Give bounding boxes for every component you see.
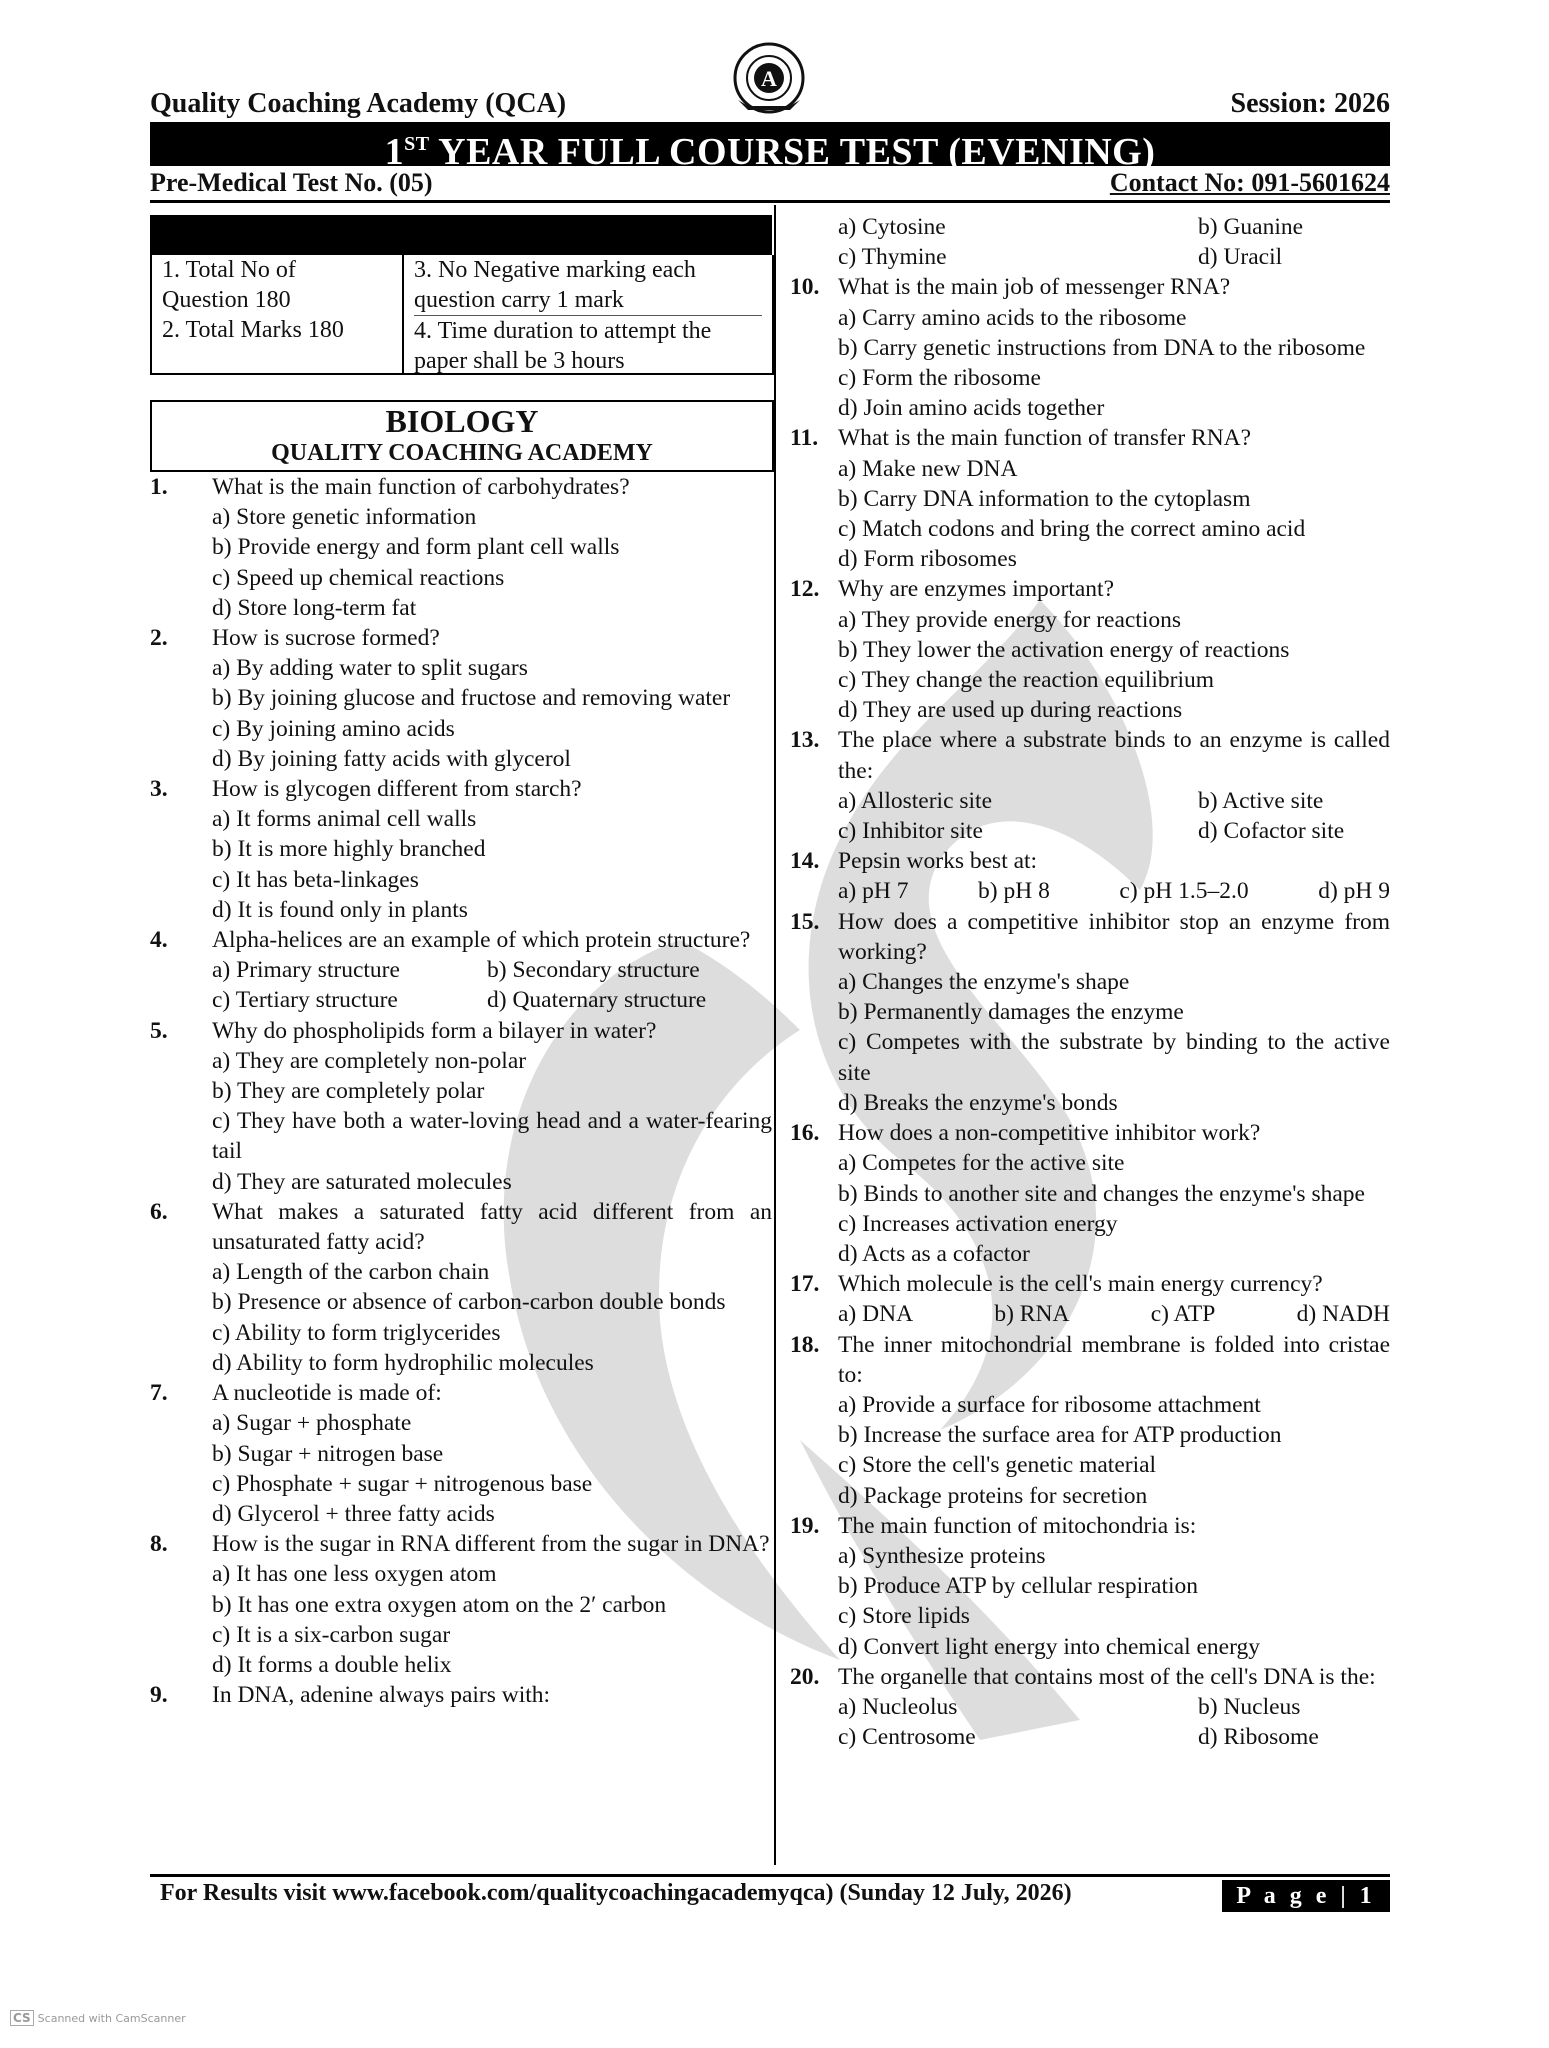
option: c) Competes with the substrate by binding to the active site xyxy=(838,1029,1390,1086)
question-number: 2. xyxy=(150,625,168,652)
page-number: P a g e | 1 xyxy=(1222,1880,1390,1912)
option: d) Ribosome xyxy=(1198,1724,1319,1751)
question-item xyxy=(790,1662,1390,1753)
option: b) Sugar + nitrogen base xyxy=(212,1440,444,1467)
option: d) Breaks the enzyme's bonds xyxy=(838,1089,1118,1116)
question-item xyxy=(150,925,772,1016)
question-number: 7. xyxy=(150,1380,168,1407)
question-number: 8. xyxy=(150,1531,168,1558)
question-text: Alpha-helices are an example of which protein structure? xyxy=(212,927,751,954)
test-number: Pre-Medical Test No. (05) xyxy=(150,168,433,197)
option: a) It forms animal cell walls xyxy=(212,806,477,833)
option: c) ATP xyxy=(1150,1301,1216,1328)
question-number: 4. xyxy=(150,927,168,954)
option: d) They are saturated molecules xyxy=(212,1168,512,1195)
option: c) Phosphate + sugar + nitrogenous base xyxy=(212,1470,593,1497)
question-number: 15. xyxy=(790,908,820,935)
rules-header-bar xyxy=(150,215,772,255)
option-row xyxy=(838,876,1390,906)
question-body xyxy=(212,1016,772,1197)
question-number: 9. xyxy=(150,1682,168,1709)
rule-line: paper shall be 3 hours xyxy=(414,348,625,374)
option: d) Cofactor site xyxy=(1198,818,1345,845)
option: a) Nucleolus xyxy=(838,1693,958,1720)
option: b) Guanine xyxy=(1198,214,1304,240)
question-text: What is the main function of transfer RNA? xyxy=(838,425,1252,452)
question-body xyxy=(838,907,1390,1118)
option: a) By adding water to split sugars xyxy=(212,655,528,682)
option: c) pH 1.5–2.0 xyxy=(1119,878,1249,905)
option: b) Presence or absence of carbon-carbon double bonds xyxy=(212,1289,726,1316)
option: d) NADH xyxy=(1296,1301,1390,1328)
question-item xyxy=(790,1269,1390,1329)
option-grid xyxy=(838,786,1390,846)
option: c) It has beta-linkages xyxy=(212,866,419,893)
question-text: How is glycogen different from starch? xyxy=(212,776,582,803)
question-text: The inner mitochondrial membrane is folded into cristae to: xyxy=(838,1331,1390,1388)
option: b) They are completely polar xyxy=(212,1078,485,1105)
option: c) They change the reaction equilibrium xyxy=(838,667,1215,694)
questions-left-column xyxy=(150,472,772,1710)
option-grid xyxy=(212,955,772,1015)
option: b) Produce ATP by cellular respiration xyxy=(838,1573,1199,1600)
option: c) Store lipids xyxy=(838,1603,970,1630)
question-body xyxy=(838,1511,1390,1662)
question-body xyxy=(838,272,1390,423)
option: b) Increase the surface area for ATP production xyxy=(838,1422,1282,1449)
header-sub xyxy=(150,168,1390,198)
academy-name: Quality Coaching Academy (QCA) xyxy=(150,88,567,119)
question-item xyxy=(790,1511,1390,1662)
option: c) Inhibitor site xyxy=(838,818,983,845)
option: c) Increases activation energy xyxy=(838,1210,1118,1237)
question-text: Pepsin works best at: xyxy=(838,848,1038,875)
option: a) Allosteric site xyxy=(838,787,993,814)
question-body xyxy=(212,1197,772,1378)
question-item xyxy=(150,1016,772,1197)
option: d) Package proteins for secretion xyxy=(838,1482,1148,1509)
question-text: A nucleotide is made of: xyxy=(212,1380,442,1407)
question-text: Why are enzymes important? xyxy=(838,576,1115,603)
option: b) Binds to another site and changes the enzyme's shape xyxy=(838,1180,1365,1207)
question-item xyxy=(790,846,1390,906)
question-text: How does a competitive inhibitor stop an enzyme from working? xyxy=(838,908,1390,965)
option: c) Match codons and bring the correct amino acid xyxy=(838,516,1306,543)
question-item xyxy=(790,907,1390,1118)
option: a) It has one less oxygen atom xyxy=(212,1561,497,1588)
option: c) Thymine xyxy=(838,244,947,271)
option: b) By joining glucose and fructose and removing water xyxy=(212,685,731,712)
rule-line: Question 180 xyxy=(162,287,291,313)
question-text: What makes a saturated fatty acid different from an unsaturated fatty acid? xyxy=(212,1198,772,1256)
option: d) pH 9 xyxy=(1318,878,1390,905)
header-divider xyxy=(150,200,1390,203)
svg-text:A: A xyxy=(761,66,777,91)
option: c) Store the cell's genetic material xyxy=(838,1452,1157,1479)
scanner-text: Scanned with CamScanner xyxy=(37,2011,186,2025)
question-body xyxy=(838,574,1390,725)
option: d) Join amino acids together xyxy=(838,395,1105,422)
rules-box xyxy=(150,255,774,375)
question-body xyxy=(838,1118,1390,1269)
option: c) Speed up chemical reactions xyxy=(212,564,505,591)
option: a) Competes for the active site xyxy=(838,1150,1125,1177)
option: a) They are completely non-polar xyxy=(212,1047,527,1074)
option: b) pH 8 xyxy=(978,878,1050,905)
question-body xyxy=(212,623,772,774)
question-item xyxy=(150,1378,772,1529)
rule-line: 3. No Negative marking each xyxy=(414,257,696,283)
option: b) Active site xyxy=(1198,787,1324,814)
subject-heading xyxy=(150,400,774,472)
question-item xyxy=(150,774,772,925)
question-number: 1. xyxy=(150,474,168,500)
question-number: 6. xyxy=(150,1198,168,1225)
option: d) Convert light energy into chemical energy xyxy=(838,1633,1261,1660)
title-prefix: 1 xyxy=(384,131,405,173)
option: d) Form ribosomes xyxy=(838,546,1017,573)
footer-text: For Results visit www.facebook.com/qualitycoachingacademyqca) (Sunday 12 July, 2026) xyxy=(160,1880,1072,1906)
rule-line: 2. Total Marks 180 xyxy=(162,317,344,343)
option: b) Secondary structure xyxy=(487,957,700,984)
question-number: 19. xyxy=(790,1512,820,1539)
question-text: The organelle that contains most of the cell's DNA is the: xyxy=(838,1663,1376,1690)
option: a) DNA xyxy=(838,1301,914,1328)
option: a) Store genetic information xyxy=(212,504,477,531)
question-text: The place where a substrate binds to an enzyme is called the: xyxy=(838,727,1390,784)
option: d) Store long-term fat xyxy=(212,594,417,621)
question-number: 20. xyxy=(790,1663,820,1690)
option: c) It is a six-carbon sugar xyxy=(212,1621,451,1648)
question-item xyxy=(150,623,772,774)
question-text: Why do phospholipids form a bilayer in water? xyxy=(212,1017,657,1044)
rules-left xyxy=(152,255,404,373)
question-9-options xyxy=(790,212,1390,272)
question-text: How is the sugar in RNA different from the sugar in DNA? xyxy=(212,1531,770,1558)
contact-number: Contact No: 091-5601624 xyxy=(1109,168,1390,197)
option: b) Permanently damages the enzyme xyxy=(838,999,1184,1026)
question-item xyxy=(790,423,1390,574)
question-body xyxy=(212,472,772,623)
footer-divider xyxy=(150,1874,1390,1877)
questions-right-column xyxy=(790,212,1390,1752)
question-number: 18. xyxy=(790,1331,820,1358)
option: a) Length of the carbon chain xyxy=(212,1259,490,1286)
rule-line: 4. Time duration to attempt the xyxy=(414,318,712,344)
option: a) Carry amino acids to the ribosome xyxy=(838,304,1187,331)
question-item xyxy=(790,272,1390,423)
question-body xyxy=(838,1269,1390,1329)
question-number: 17. xyxy=(790,1271,820,1298)
question-body xyxy=(838,423,1390,574)
option: d) It forms a double helix xyxy=(212,1651,452,1678)
question-item xyxy=(150,1529,772,1680)
question-item xyxy=(790,725,1390,846)
question-item xyxy=(790,1118,1390,1269)
option: b) It is more highly branched xyxy=(212,836,486,863)
question-text: The main function of mitochondria is: xyxy=(838,1512,1197,1539)
option: a) Provide a surface for ribosome attachment xyxy=(838,1391,1261,1418)
column-divider xyxy=(774,205,776,1865)
option: b) Provide energy and form plant cell walls xyxy=(212,534,620,561)
camscanner-icon: CS xyxy=(10,2010,34,2026)
rule-line: question carry 1 mark xyxy=(414,285,762,316)
option: a) They provide energy for reactions xyxy=(838,606,1182,633)
option: d) It is found only in plants xyxy=(212,896,468,923)
option-grid xyxy=(838,1692,1390,1752)
option: b) Nucleus xyxy=(1198,1693,1301,1720)
question-text: How does a non-competitive inhibitor work? xyxy=(838,1120,1261,1147)
question-text: What is the main function of carbohydrates? xyxy=(212,474,630,500)
option: d) Uracil xyxy=(1198,244,1283,271)
question-item xyxy=(150,472,772,623)
option: d) Glycerol + three fatty acids xyxy=(212,1500,495,1527)
session-label: Session: 2026 xyxy=(1230,88,1390,119)
question-number: 10. xyxy=(790,274,820,301)
option: a) Synthesize proteins xyxy=(838,1542,1046,1569)
subject-name: BIOLOGY xyxy=(385,403,539,439)
option: a) Make new DNA xyxy=(838,455,1018,482)
question-body xyxy=(212,1680,772,1710)
question-number: 13. xyxy=(790,727,820,754)
option: d) Ability to form hydrophilic molecules xyxy=(212,1349,594,1376)
option-row xyxy=(838,1299,1390,1329)
question-body xyxy=(212,925,772,1016)
question-body xyxy=(838,725,1390,846)
question-text: In DNA, adenine always pairs with: xyxy=(212,1682,551,1709)
question-number: 5. xyxy=(150,1017,168,1044)
option: d) Acts as a cofactor xyxy=(838,1240,1030,1267)
option: b) RNA xyxy=(994,1301,1070,1328)
option: c) By joining amino acids xyxy=(212,715,455,742)
test-title-bar xyxy=(150,122,1390,173)
question-text: How is sucrose formed? xyxy=(212,625,440,652)
option: d) They are used up during reactions xyxy=(838,697,1183,724)
question-body xyxy=(838,1330,1390,1511)
option: c) They have both a water-loving head and a water-fearing tail xyxy=(212,1108,772,1165)
option: b) Carry DNA information to the cytoplasm xyxy=(838,485,1251,512)
option: c) Centrosome xyxy=(838,1724,976,1751)
question-body xyxy=(838,1662,1390,1753)
title-rest: YEAR FULL COURSE TEST (EVENING) xyxy=(429,131,1156,173)
question-body xyxy=(212,1529,772,1680)
subject-academy: QUALITY COACHING ACADEMY xyxy=(271,440,653,466)
option: a) Changes the enzyme's shape xyxy=(838,969,1130,996)
option: c) Tertiary structure xyxy=(212,987,398,1014)
question-body xyxy=(212,1378,772,1529)
question-number: 12. xyxy=(790,576,820,603)
question-text: Which molecule is the cell's main energy currency? xyxy=(838,1271,1323,1298)
rules-right xyxy=(404,255,772,373)
option: c) Ability to form triglycerides xyxy=(212,1319,501,1346)
option: a) Primary structure xyxy=(212,957,400,984)
option: a) Sugar + phosphate xyxy=(212,1410,412,1437)
option: c) Form the ribosome xyxy=(838,365,1041,392)
question-item xyxy=(790,1330,1390,1511)
option: b) Carry genetic instructions from DNA to the ribosome xyxy=(838,334,1366,361)
option: d) Quaternary structure xyxy=(487,987,707,1014)
option: a) Cytosine xyxy=(838,214,946,240)
question-body xyxy=(838,846,1390,906)
question-body xyxy=(212,774,772,925)
question-number: 16. xyxy=(790,1120,820,1147)
question-item xyxy=(790,574,1390,725)
header-top xyxy=(150,88,1390,120)
option: a) pH 7 xyxy=(838,878,909,905)
question-number: 3. xyxy=(150,776,168,803)
scanner-mark xyxy=(10,2010,186,2026)
question-number: 14. xyxy=(790,848,820,875)
question-item xyxy=(150,1197,772,1378)
rule-line: 1. Total No of xyxy=(162,257,296,283)
option: b) They lower the activation energy of reactions xyxy=(838,636,1290,663)
question-number: 11. xyxy=(790,425,819,452)
title-sup: ST xyxy=(404,133,430,155)
option: d) By joining fatty acids with glycerol xyxy=(212,745,571,772)
question-text: What is the main job of messenger RNA? xyxy=(838,274,1231,301)
question-item xyxy=(150,1680,772,1710)
option: b) It has one extra oxygen atom on the 2′ carbon xyxy=(212,1591,667,1618)
